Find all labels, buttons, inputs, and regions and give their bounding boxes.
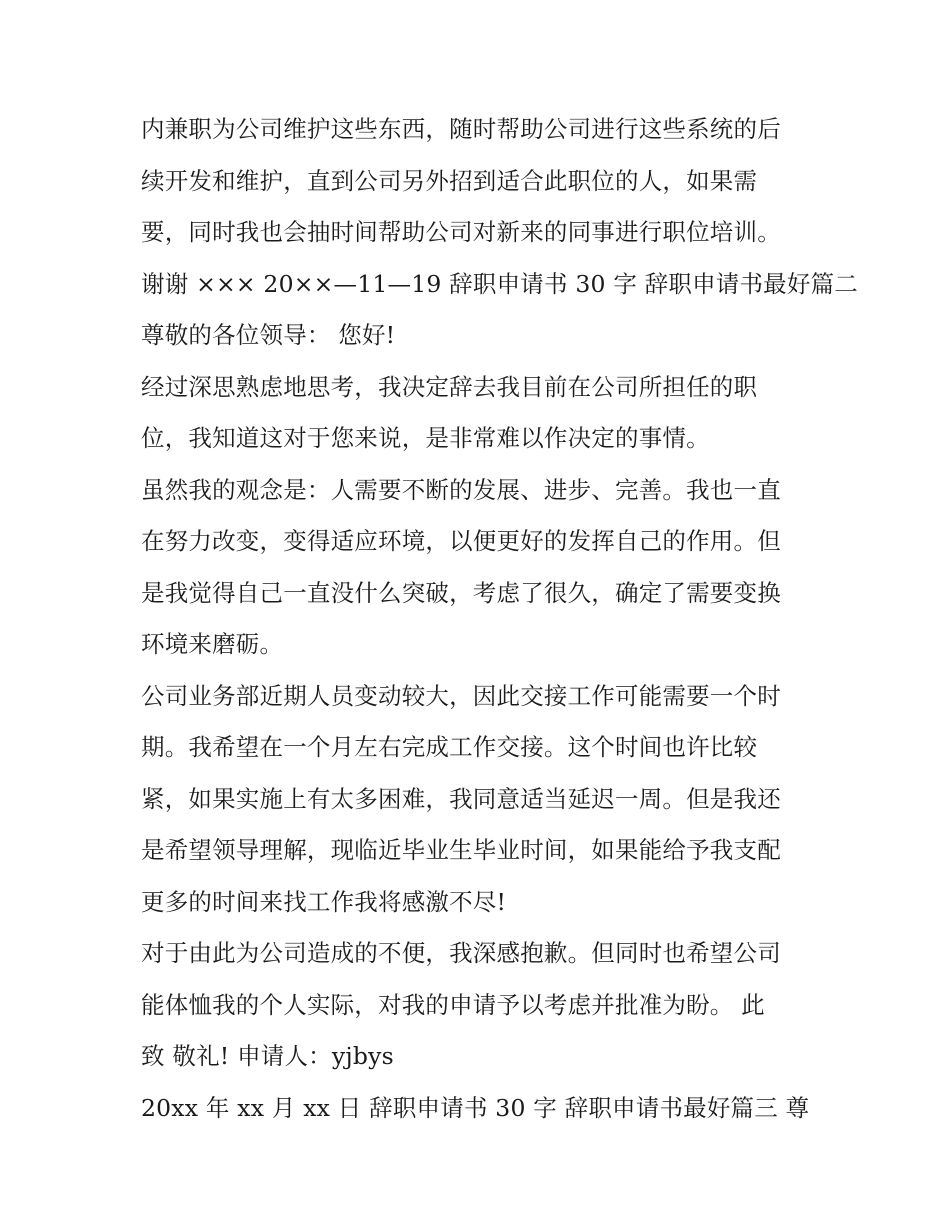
- text-line: 对于由此为公司造成的不便，我深感抱歉。但同时也希望公司: [141, 939, 781, 967]
- text-line: 能体恤我的个人实际，对我的申请予以考虑并批准为盼。 此: [141, 990, 765, 1019]
- text-line: 紧，如果实施上有太多困难，我同意适当延迟一周。但是我还: [141, 784, 781, 813]
- text-line: 续开发和维护，直到公司另外招到适合此职位的人，如果需: [141, 166, 758, 195]
- salutation-line: 尊敬的各位领导： 您好!: [141, 321, 396, 349]
- signature-line: 致 敬礼! 申请人：yjbys: [141, 1042, 394, 1070]
- text-line: 位，我知道这对于您来说，是非常难以作决定的事情。: [141, 424, 710, 452]
- text-line: 环境来磨砺。: [141, 630, 284, 658]
- text-line: 在努力改变，变得适应环境，以便更好的发挥自己的作用。但: [141, 527, 781, 555]
- text-line: 虽然我的观念是：人需要不断的发展、进步、完善。我也一直: [141, 475, 781, 504]
- text-line: 更多的时间来找工作我将感激不尽!: [141, 887, 507, 916]
- text-line: 经过深思熟虑地思考，我决定辞去我目前在公司所担任的职: [141, 372, 758, 401]
- text-line: 期。我希望在一个月左右完成工作交接。这个时间也许比较: [141, 733, 758, 761]
- date-line: 20xx 年 xx 月 xx 日 辞职申请书 30 字 辞职申请书最好篇三 尊: [141, 1093, 810, 1122]
- text-line: 是希望领导理解，现临近毕业生毕业时间，如果能给予我支配: [141, 836, 781, 864]
- text-line: 内兼职为公司维护这些东西，随时帮助公司进行这些系统的后: [141, 115, 781, 143]
- text-line: 要，同时我也会抽时间帮助公司对新来的同事进行职位培训。: [141, 218, 781, 246]
- text-line: 是我觉得自己一直没什么突破，考虑了很久，确定了需要变换: [141, 578, 781, 607]
- document-body: [141, 104, 858, 1134]
- text-line: 公司业务部近期人员变动较大，因此交接工作可能需要一个时: [141, 681, 781, 710]
- text-line: 谢谢 ××× 20××—11—19 辞职申请书 30 字 辞职申请书最好篇二: [141, 269, 858, 298]
